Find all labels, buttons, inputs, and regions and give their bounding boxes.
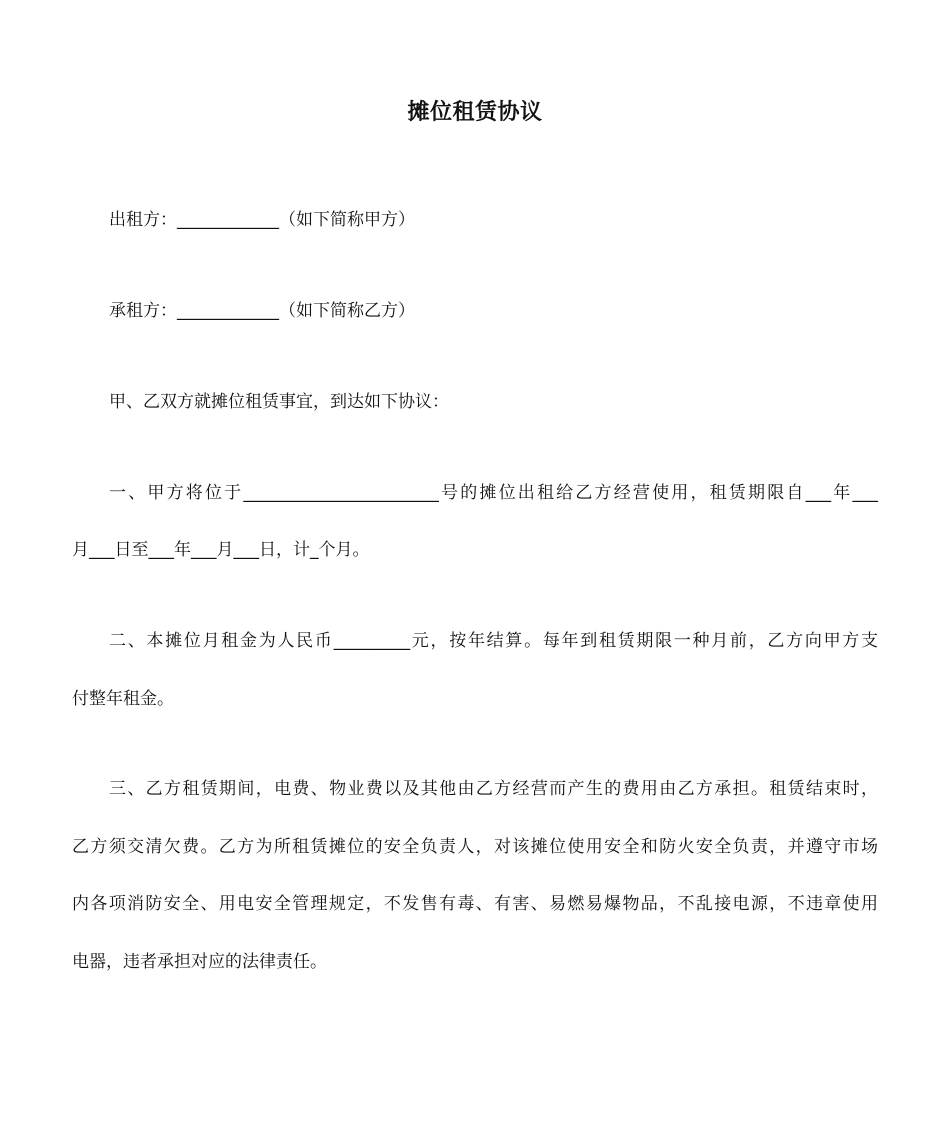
document-title: 摊位租赁协议 bbox=[407, 100, 543, 125]
clause-1-line-1: 一、甲方将位于_______________________号的摊位出租给乙方经营使用，租赁期限自___年___ bbox=[109, 483, 878, 503]
clause-3-line-3: 内各项消防安全、用电安全管理规定，不发售有毒、有害、易燃易爆物品，不乱接电源，不违章使用 bbox=[72, 894, 878, 914]
intro-paragraph: 甲、乙双方就摊位租赁事宜，到达如下协议： bbox=[109, 392, 449, 412]
clause-3-line-4: 电器，违者承担对应的法律责任。 bbox=[72, 952, 327, 972]
lessor-line: 出租方：____________（如下简称甲方） bbox=[109, 210, 415, 230]
clause-3-line-2: 乙方须交清欠费。乙方为所租赁摊位的安全负责人，对该摊位使用安全和防火安全负责，并遵守市场 bbox=[72, 837, 878, 857]
clause-2-line-2: 付整年租金。 bbox=[72, 689, 174, 709]
clause-3-line-1: 三、乙方租赁期间，电费、物业费以及其他由乙方经营而产生的费用由乙方承担。租赁结束时， bbox=[109, 779, 878, 799]
clause-2-line-1: 二、本摊位月租金为人民币_________元，按年结算。每年到租赁期限一种月前，乙方向甲方支 bbox=[109, 631, 878, 651]
lessee-line: 承租方：____________（如下简称乙方） bbox=[109, 301, 415, 321]
clause-1-line-2: 月___日至___年___月___日，计_个月。 bbox=[72, 540, 370, 560]
